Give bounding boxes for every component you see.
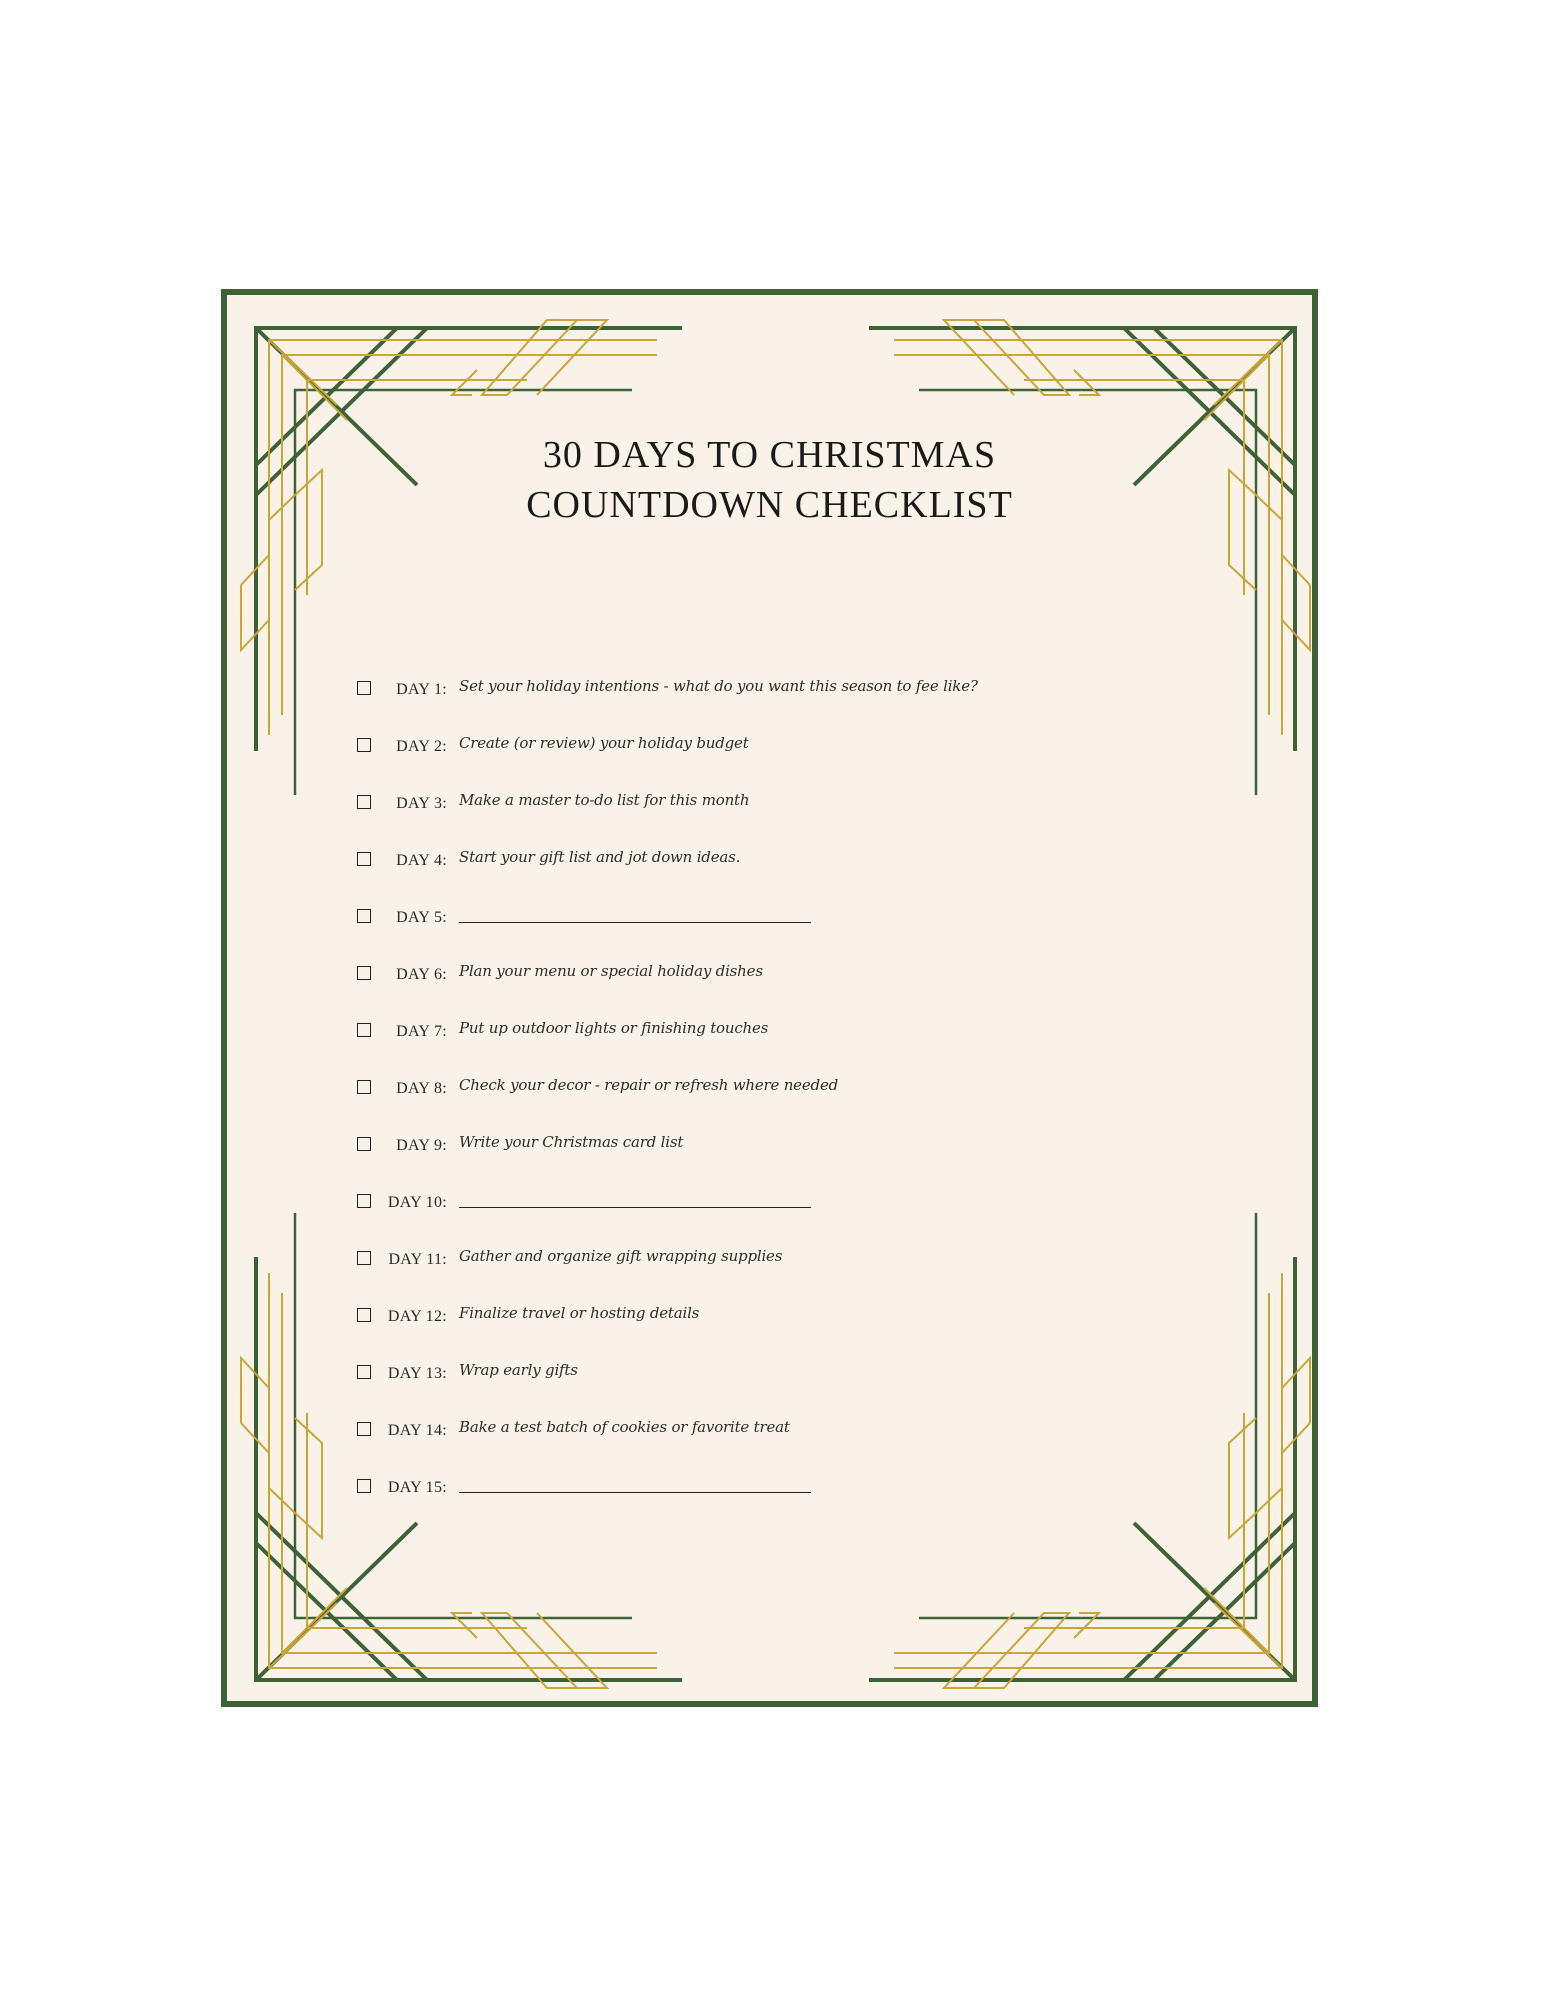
checklist-item-day-1 <box>357 667 978 707</box>
checklist-item-day-10 <box>357 1180 811 1220</box>
checkbox[interactable] <box>357 1023 371 1037</box>
checklist-item-day-12 <box>357 1294 699 1334</box>
task-text: Gather and organize gift wrapping supplies <box>459 1247 783 1265</box>
task-text: Put up outdoor lights or finishing touches <box>459 1019 769 1037</box>
day-label: DAY 5: <box>396 909 447 926</box>
day-label: DAY 6: <box>396 966 447 983</box>
checklist-item-day-9 <box>357 1123 683 1163</box>
day-label: DAY 7: <box>396 1023 447 1040</box>
task-text: Check your decor - repair or refresh where needed <box>459 1076 839 1094</box>
checkbox[interactable] <box>357 681 371 695</box>
day-label: DAY 9: <box>396 1137 447 1154</box>
page-title-line-2: COUNTDOWN CHECKLIST <box>526 484 1013 526</box>
checklist-item-day-5 <box>357 895 811 935</box>
checkbox[interactable] <box>357 1365 371 1379</box>
task-text: Plan your menu or special holiday dishes <box>459 962 763 980</box>
checklist-item-day-14 <box>357 1408 790 1448</box>
day-label: DAY 11: <box>388 1251 447 1268</box>
checkbox[interactable] <box>357 1080 371 1094</box>
blank-write-in-line[interactable] <box>459 1207 811 1208</box>
checklist-item-day-11 <box>357 1237 782 1277</box>
checklist-item-day-4 <box>357 838 740 878</box>
checklist-item-day-7 <box>357 1009 768 1049</box>
checkbox[interactable] <box>357 738 371 752</box>
day-label: DAY 3: <box>396 795 447 812</box>
blank-write-in-line[interactable] <box>459 1492 811 1493</box>
checkbox[interactable] <box>357 909 371 923</box>
day-label: DAY 12: <box>387 1308 447 1325</box>
task-text: Make a master to-do list for this month <box>459 791 750 809</box>
page-title-line-1: 30 DAYS TO CHRISTMAS <box>542 434 997 476</box>
checkbox[interactable] <box>357 852 371 866</box>
task-text: Create (or review) your holiday budget <box>459 734 749 752</box>
blank-write-in-line[interactable] <box>459 922 811 923</box>
checkbox[interactable] <box>357 795 371 809</box>
task-text: Write your Christmas card list <box>459 1133 684 1151</box>
task-text: Start your gift list and jot down ideas. <box>459 848 741 866</box>
checklist-item-day-8 <box>357 1066 838 1106</box>
checkbox[interactable] <box>357 1137 371 1151</box>
task-text: Set your holiday intentions - what do you want this season to fee like? <box>459 677 978 695</box>
day-label: DAY 14: <box>387 1422 447 1439</box>
checklist-item-day-13 <box>357 1351 578 1391</box>
checklist-card <box>221 289 1318 1707</box>
day-label: DAY 8: <box>396 1080 447 1097</box>
checklist-item-day-6 <box>357 952 763 992</box>
task-text: Bake a test batch of cookies or favorite treat <box>459 1418 790 1436</box>
checkbox[interactable] <box>357 1308 371 1322</box>
day-label: DAY 10: <box>387 1194 447 1211</box>
day-label: DAY 13: <box>387 1365 447 1382</box>
day-label: DAY 1: <box>396 681 447 698</box>
checkbox[interactable] <box>357 1194 371 1208</box>
day-label: DAY 15: <box>387 1479 447 1496</box>
day-label: DAY 2: <box>396 738 447 755</box>
checkbox[interactable] <box>357 1422 371 1436</box>
checkbox[interactable] <box>357 1479 371 1493</box>
checkbox[interactable] <box>357 1251 371 1265</box>
task-text: Wrap early gifts <box>459 1361 578 1379</box>
checkbox[interactable] <box>357 966 371 980</box>
checklist-item-day-3 <box>357 781 749 821</box>
task-text: Finalize travel or hosting details <box>459 1304 700 1322</box>
checklist-item-day-15 <box>357 1465 811 1505</box>
day-label: DAY 4: <box>396 852 447 869</box>
checklist-item-day-2 <box>357 724 749 764</box>
